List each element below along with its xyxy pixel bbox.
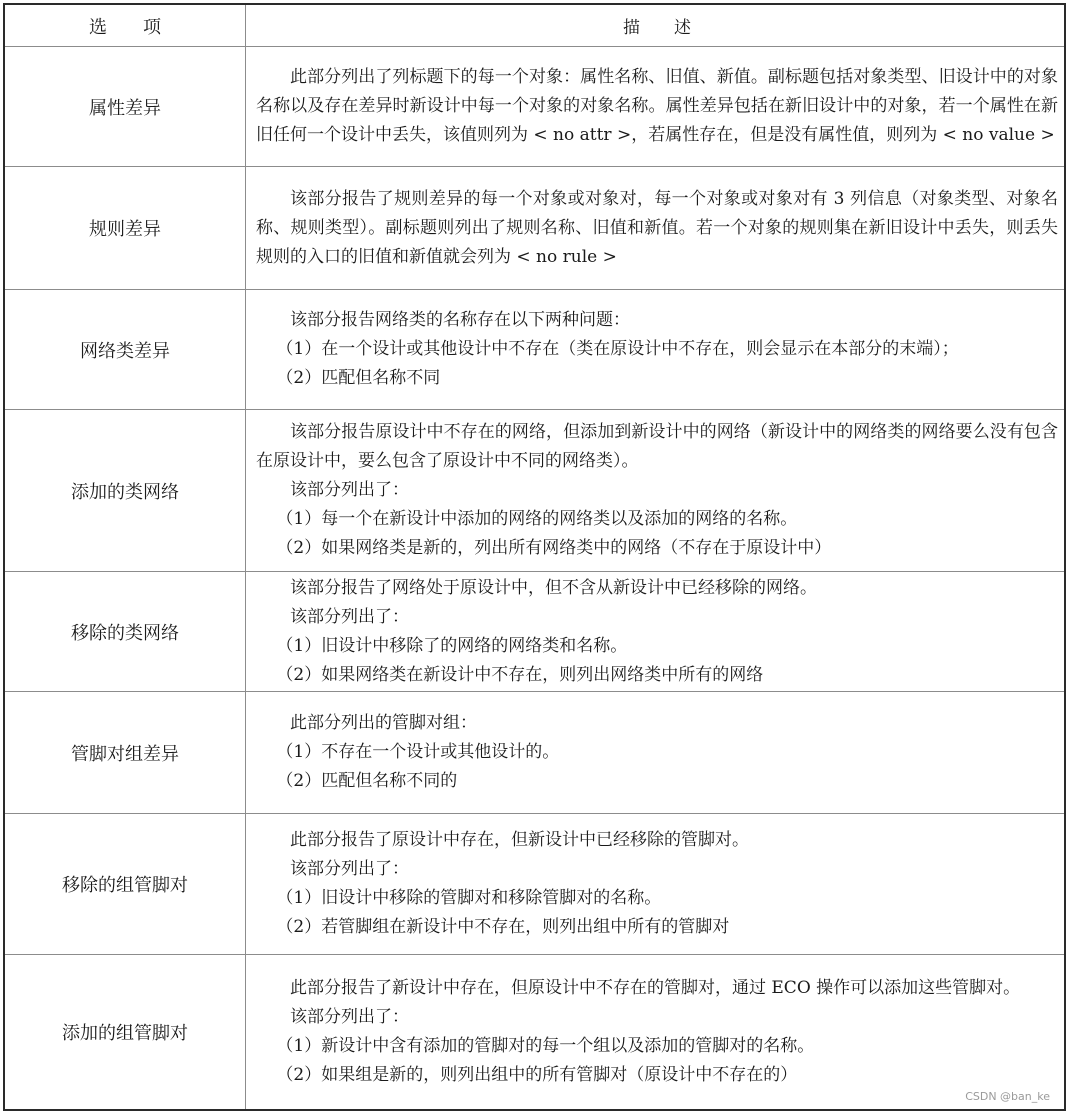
row-description [256,826,1058,942]
table-row [5,572,1064,692]
table-row [5,814,1064,955]
watermark: CSDN @ban_ke [965,1090,1050,1103]
row-option: 移除的类网络 [5,572,246,691]
description-paragraph: 此部分列出了列标题下的每一个对象：属性名称、旧值、新值。副标题包括对象类型、旧设计中的对象名称以及存在差异时新设计中每一个对象的对象名称。属性差异包括在新旧设计中的对象，若一个属性在新旧任何一个设计中丢失，该值则列为 < no attr >，若属性存在，但是没有属性值，则列为 < no value > [256,67,1058,145]
row-description [256,974,1058,1090]
description-list-item: （2）匹配但名称不同的 [276,771,458,791]
description-list-item: （2）如果网络类是新的，列出所有网络类中的网络（不存在于原设计中） [276,538,832,558]
description-list-item: （1）每一个在新设计中添加的网络的网络类以及添加的网络的名称。 [276,509,798,529]
row-description [256,306,1058,393]
row-description [256,574,1058,690]
description-paragraph: 该部分列出了： [290,1007,409,1027]
table-row [5,692,1064,814]
description-list-item: （2）如果网络类在新设计中不存在，则列出网络类中所有的网络 [276,664,764,685]
description-paragraph: 该部分列出了： [290,606,409,627]
row-option: 添加的类网络 [5,410,246,571]
table-row [5,290,1064,410]
description-paragraph: 此部分报告了原设计中存在，但新设计中已经移除的管脚对。 [290,830,749,850]
description-list-item: （2）若管脚组在新设计中不存在，则列出组中所有的管脚对 [276,917,730,937]
row-description [256,63,1058,150]
table-header-row [5,5,1064,47]
description-paragraph: 该部分报告网络类的名称存在以下两种问题： [290,310,630,330]
row-option: 移除的组管脚对 [5,814,246,954]
header-description: 描 述 [623,18,691,38]
description-paragraph: 此部分列出的管脚对组： [290,713,477,733]
table-row [5,167,1064,290]
row-option: 规则差异 [5,167,246,289]
description-list-item: （1）旧设计中移除了的网络的网络类和名称。 [276,635,628,656]
description-list-item: （1）旧设计中移除的管脚对和移除管脚对的名称。 [276,888,662,908]
description-list-item: （2）如果组是新的，则列出组中的所有管脚对（原设计中不存在的） [276,1065,798,1085]
row-option: 管脚对组差异 [5,692,246,813]
header-option: 选 项 [5,5,246,46]
description-paragraph: 此部分报告了新设计中存在，但原设计中不存在的管脚对，通过 ECO 操作可以添加这些管脚对。 [290,978,1021,998]
description-paragraph: 该部分列出了： [290,480,409,500]
description-paragraph: 该部分报告了规则差异的每一个对象或对象对，每一个对象或对象对有 3 列信息（对象类型、对象名称、规则类型）。副标题则列出了规则名称、旧值和新值。若一个对象的规则集在新旧设计中丢失，则丢失规则的入口的旧值和新值就会列为 < no rule > [256,188,1058,267]
row-option: 网络类差异 [5,290,246,409]
description-list-item: （1）不存在一个设计或其他设计的。 [276,742,560,762]
row-description [256,185,1058,272]
description-paragraph: 该部分报告了网络处于原设计中，但不含从新设计中已经移除的网络。 [290,577,817,598]
row-option: 属性差异 [5,47,246,166]
table-row [5,410,1064,572]
options-description-table [3,3,1066,1111]
description-list-item: （1）在一个设计或其他设计中不存在（类在原设计中不存在，则会显示在本部分的末端）； [276,339,959,359]
description-list-item: （1）新设计中含有添加的管脚对的每一个组以及添加的管脚对的名称。 [276,1036,815,1056]
description-paragraph: 该部分报告原设计中不存在的网络，但添加到新设计中的网络（新设计中的网络类的网络要么没有包含在原设计中，要么包含了原设计中不同的网络类）。 [256,422,1058,471]
row-option: 添加的组管脚对 [5,955,246,1109]
description-paragraph: 该部分列出了： [290,859,409,879]
row-description [256,709,1058,796]
description-list-item: （2）匹配但名称不同 [276,368,441,388]
row-description [256,418,1058,563]
table-row [5,47,1064,167]
table-row [5,955,1064,1109]
